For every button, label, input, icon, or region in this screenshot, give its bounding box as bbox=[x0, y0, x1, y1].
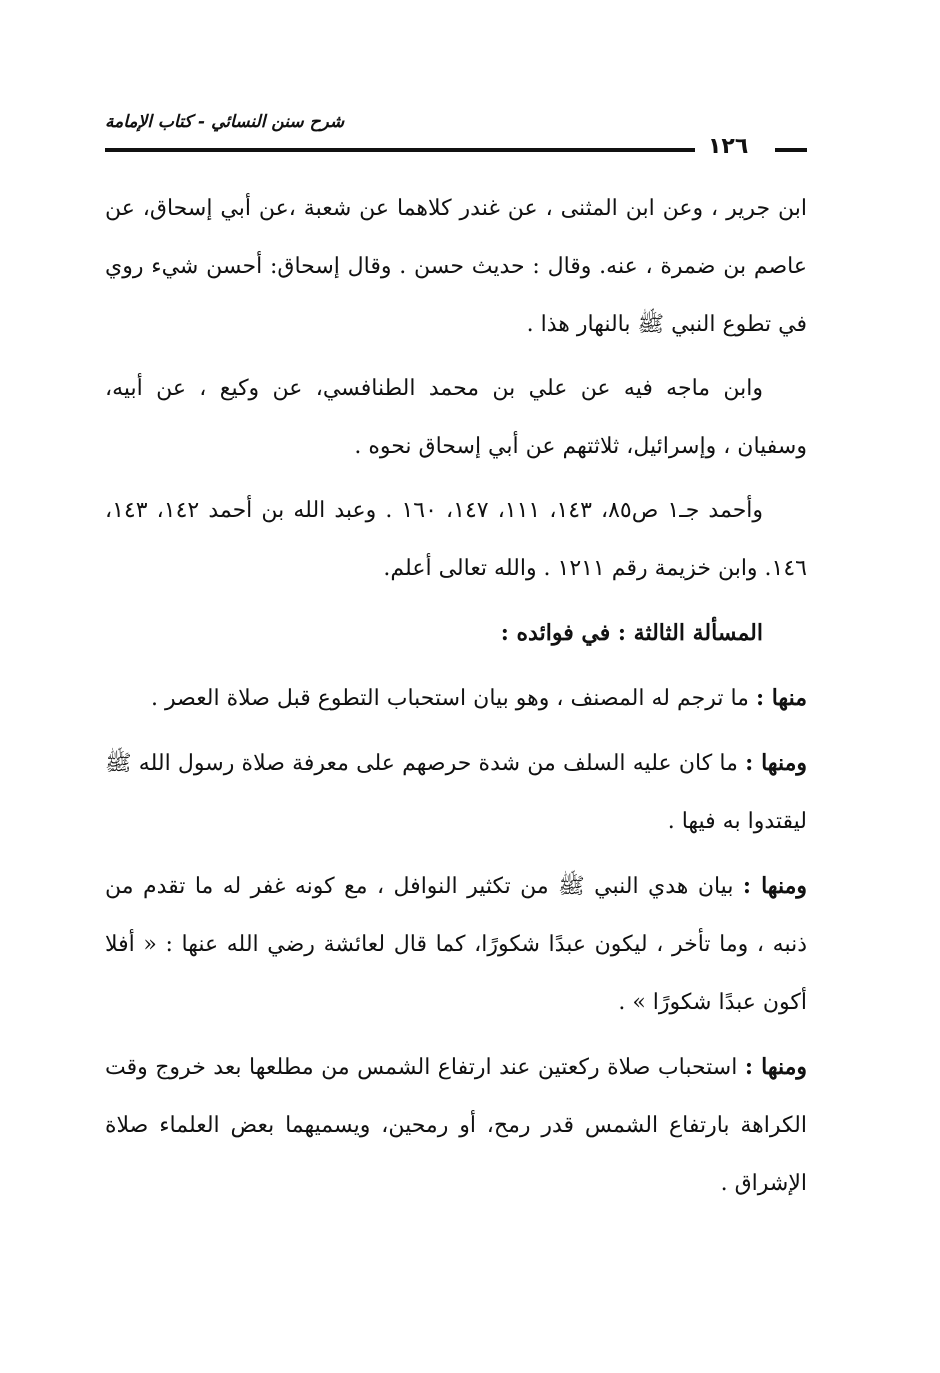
paragraph-text: بيان هدي النبي ﷺ من تكثير النوافل ، مع كونه غفر له ما تقدم من ذنبه ، وما تأخر ، ليكون عبدًا شكورًا، كما قال لعائشة رضي الله عنها : « أفلا أكون عبدًا شكورًا » . bbox=[105, 874, 807, 1015]
benefit-paragraph bbox=[105, 669, 807, 728]
paragraph-lead: ومنها : bbox=[744, 1054, 808, 1080]
page-number: ١٢٦ bbox=[708, 134, 749, 159]
section-heading-label: المسألة الثالثة : في فوائده : bbox=[500, 620, 763, 646]
benefit-paragraph bbox=[105, 734, 807, 851]
paragraph-text: وابن ماجه فيه عن علي بن محمد الطنافسي، عن وكيع ، عن أبيه، وسفيان ، وإسرائيل، ثلاثتهم عن أبي إسحاق نحوه . bbox=[105, 376, 807, 459]
page-number-dash bbox=[775, 148, 807, 152]
paragraph-text: استحباب صلاة ركعتين عند ارتفاع الشمس من مطلعها بعد خروج وقت الكراهة بارتفاع الشمس قدر رمح، أو رمحين، ويسميهما بعض العلماء صلاة الإشراق . bbox=[105, 1055, 807, 1196]
header-rule bbox=[105, 148, 695, 152]
paragraph bbox=[105, 482, 807, 598]
paragraph-text: ابن جرير ، وعن ابن المثنى ، عن غندر كلاهما عن شعبة ،عن أبي إسحاق، عن عاصم بن ضمرة ، عنه. وقال : حديث حسن . وقال إسحاق: أحسن شيء روي في تطوع النبي ﷺ بالنهار هذا . bbox=[105, 196, 807, 337]
paragraph-lead: منها : bbox=[755, 685, 807, 711]
body-text bbox=[105, 180, 807, 1219]
benefit-paragraph bbox=[105, 1038, 807, 1213]
paragraph-text: ما كان عليه السلف من شدة حرصهم على معرفة صلاة رسول الله ﷺ ليقتدوا به فيها . bbox=[105, 751, 807, 834]
paragraph bbox=[105, 180, 807, 354]
paragraph-lead: ومنها : bbox=[742, 873, 807, 899]
benefit-paragraph bbox=[105, 857, 807, 1032]
running-header-title: شرح سنن النسائي - كتاب الإمامة bbox=[105, 112, 345, 132]
paragraph-text: وأحمد جـ١ ص٨٥، ١٤٣، ١١١، ١٤٧، ١٦٠ . وعبد الله بن أحمد ١٤٢، ١٤٣، ١٤٦. وابن خزيمة رقم ١٢١١ . والله تعالى أعلم. bbox=[105, 498, 807, 581]
paragraph bbox=[105, 360, 807, 476]
section-heading bbox=[105, 604, 807, 663]
paragraph-text: ما ترجم له المصنف ، وهو بيان استحباب التطوع قبل صلاة العصر . bbox=[150, 686, 756, 711]
paragraph-lead: ومنها : bbox=[745, 750, 807, 776]
